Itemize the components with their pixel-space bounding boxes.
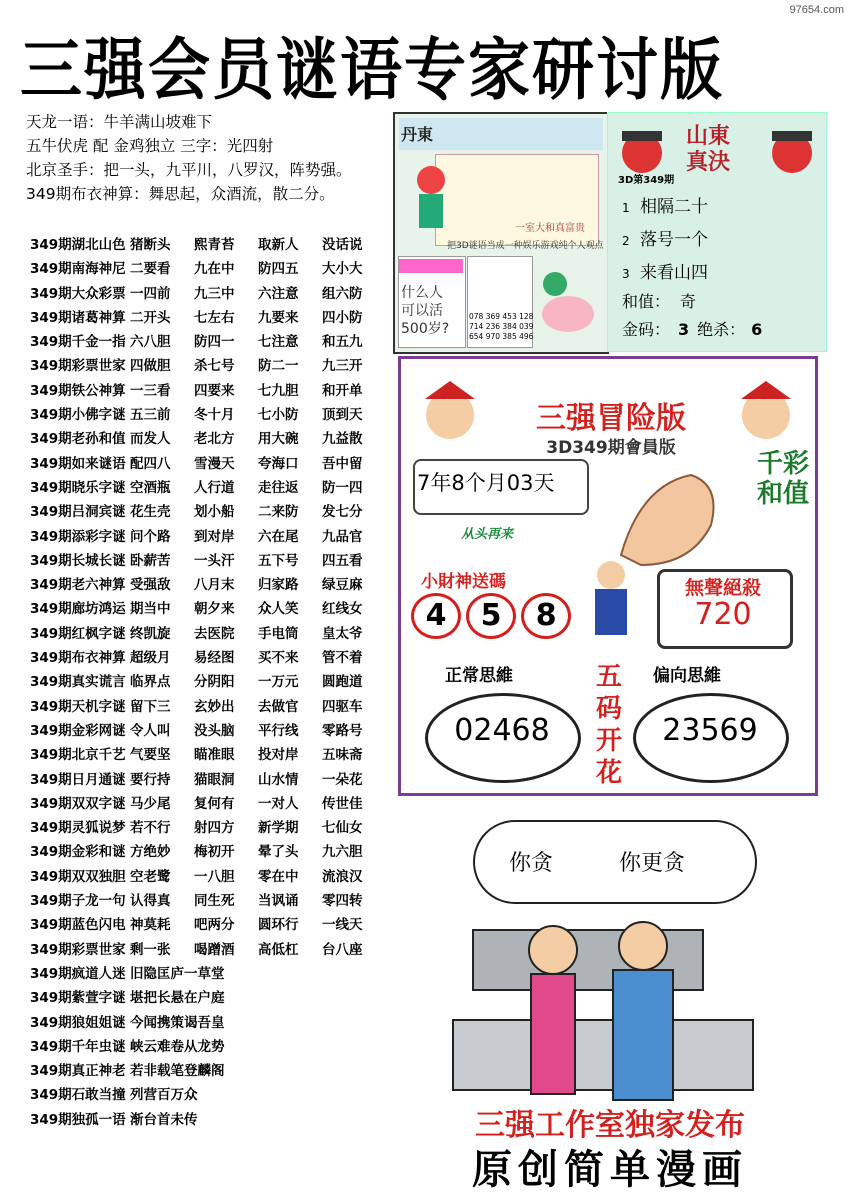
riddle-text: 7年8个月03天 (417, 471, 555, 495)
clue-source: 349期狼姐姐谜 (30, 1014, 126, 1031)
clue-text: 列营百万众 (130, 1087, 198, 1104)
clue-row (30, 719, 390, 743)
clue-text: 皇太爷 (322, 625, 363, 642)
clue-row (30, 865, 390, 889)
clue-text: 一万元 (258, 674, 299, 691)
clue-text: 五味斋 (322, 747, 363, 764)
clue-source: 349期日月通谜 (30, 771, 126, 788)
clue-text: 大小大 (322, 261, 363, 278)
clue-text: 七小防 (258, 407, 299, 424)
clue-row (30, 597, 390, 621)
watermark: 97654.com (789, 4, 844, 16)
clue-source: 349期真实谎言 (30, 674, 126, 691)
adventure-subtitle: 3D349期會員版 (546, 438, 676, 458)
panel-note: 把3D谜语当成一种娱乐游戏纯个人观点 (447, 241, 604, 251)
clue-text: 神莫耗 (130, 917, 171, 934)
clue-text: 认得真 (130, 893, 171, 910)
clue-source: 349期长城长谜 (30, 552, 126, 569)
clue-row-long (30, 1035, 390, 1059)
clue-text: 流浪汉 (322, 868, 363, 885)
clue-text: 若不行 (130, 820, 171, 837)
clue-row (30, 913, 390, 937)
clue-source: 349期南海神尼 (30, 261, 126, 278)
clue-text: 梅初开 (194, 844, 235, 861)
clue-text: 顶到天 (322, 407, 363, 424)
clue-text: 花生壳 (130, 504, 171, 521)
intro-block (26, 110, 391, 206)
clue-row-long (30, 1083, 390, 1107)
bias-label: 偏向思維 (653, 666, 721, 686)
clue-text: 玄妙出 (194, 698, 235, 715)
clue-text: 杀七号 (194, 358, 235, 375)
clue-text: 手电筒 (258, 625, 299, 642)
clue-text: 卧薪苦 (130, 552, 171, 569)
clue-row (30, 768, 390, 792)
clue-text: 四五看 (322, 552, 363, 569)
clue-text: 要行持 (130, 771, 171, 788)
clue-source: 349期蓝色闪电 (30, 917, 126, 934)
clue-text: 投对岸 (258, 747, 299, 764)
kill-value: 720 (694, 597, 752, 632)
shandong-panel (607, 112, 827, 352)
clue-text: 防一四 (322, 479, 363, 496)
clue-text: 超级月 (130, 650, 171, 667)
clue-text: 九三中 (194, 285, 235, 302)
clue-row (30, 500, 390, 524)
clue-text: 一八胆 (194, 868, 235, 885)
clue-text: 期当中 (130, 601, 171, 618)
clue-row (30, 306, 390, 330)
clue-text: 防四五 (258, 261, 299, 278)
clue-text: 若非载笔登麟阁 (130, 1063, 225, 1080)
clue-text: 一三看 (130, 382, 171, 399)
adventure-title: 三强冒险版 (536, 401, 686, 436)
clue-text: 买不来 (258, 650, 299, 667)
clue-source: 349期廊坊鸿运 (30, 601, 126, 618)
intro-line: 五牛伏虎 配 金鸡独立 三字：光四射 (26, 137, 274, 155)
clue-row (30, 889, 390, 913)
clue-source: 349期添彩字谜 (30, 528, 126, 545)
clue-text: 老北方 (194, 431, 235, 448)
clue-text: 九在中 (194, 261, 235, 278)
clue-row-long (30, 986, 390, 1010)
clue-text: 用大碗 (258, 431, 299, 448)
clue-text: 台八座 (322, 941, 363, 958)
clue-text: 六八胆 (130, 334, 171, 351)
clue-source: 349期红枫字谜 (30, 625, 126, 642)
clue-row (30, 452, 390, 476)
clue-row (30, 330, 390, 354)
clue-row-long (30, 1011, 390, 1035)
panel-caption: 一室大和真富贵 (515, 223, 585, 234)
clue-text: 四要来 (194, 382, 235, 399)
clue-text: 瞄准眼 (194, 747, 235, 764)
clue-text: 冬十月 (194, 407, 235, 424)
clue-row (30, 840, 390, 864)
clue-text: 八月末 (194, 577, 235, 594)
clue-text: 受强敌 (130, 577, 171, 594)
clue-row (30, 525, 390, 549)
clue-text: 取新人 (258, 237, 299, 253)
clue-source: 349期布衣神算 (30, 650, 126, 667)
clue-text: 七仙女 (322, 820, 363, 837)
clue-text: 山水情 (258, 771, 299, 788)
clue-text: 新学期 (258, 820, 299, 837)
clue-text: 复何有 (194, 795, 235, 812)
clue-text: 一四前 (130, 285, 171, 302)
clue-row (30, 816, 390, 840)
clue-text: 人行道 (194, 479, 235, 496)
clue-text: 一线天 (322, 917, 363, 934)
clue-row (30, 379, 390, 403)
clue-text: 零在中 (258, 868, 299, 885)
clue-text: 九六胆 (322, 844, 363, 861)
clue-text: 空老鹭 (130, 868, 171, 885)
clue-source: 349期晓乐字谜 (30, 479, 126, 496)
dandong-panel (393, 112, 609, 354)
clue-text: 防二一 (258, 358, 299, 375)
clue-text: 一头汗 (194, 552, 235, 569)
clue-text: 圆跑道 (322, 674, 363, 691)
clue-text: 方绝妙 (130, 844, 171, 861)
clue-text: 五三前 (130, 407, 171, 424)
clue-text: 留下三 (130, 698, 171, 715)
sum-line: 和值： 奇 (622, 292, 697, 311)
clue-text: 圆环行 (258, 917, 299, 934)
clue-text: 一对人 (258, 795, 299, 812)
footer-text: 原创简单漫画 (472, 1146, 748, 1193)
clue-source: 349期铁公神算 (30, 382, 126, 399)
intro-line: 北京圣手：把一头，九平川，八罗汉，阵势强。 (26, 161, 352, 179)
intro-line: 349期布衣神算：舞思起，众酒流，散二分。 (26, 185, 335, 203)
intro-line: 天龙一语：牛羊满山坡难下 (26, 113, 213, 131)
clue-text: 易经图 (194, 650, 235, 667)
clue-text: 六注意 (258, 285, 299, 302)
normal-value: 02468 (454, 713, 550, 748)
clue-source: 349期双双字谜 (30, 795, 126, 812)
clue-text: 绿豆麻 (322, 577, 363, 594)
clue-text: 划小船 (194, 504, 235, 521)
clue-text: 猪断头 (130, 237, 171, 253)
clue-row (30, 354, 390, 378)
clue-text: 零四转 (322, 893, 363, 910)
tip-list: 1 相隔二十 2 落号一个 3 来看山四 (622, 197, 708, 283)
clue-source: 349期诸葛神算 (30, 309, 126, 326)
banner-text: 三强工作室独家发布 (475, 1108, 745, 1143)
clue-row (30, 646, 390, 670)
clue-row (30, 549, 390, 573)
clue-text: 气要坚 (130, 747, 171, 764)
clue-text: 临界点 (130, 674, 171, 691)
clue-source: 349期双双独胆 (30, 868, 126, 885)
clue-text: 喝蹭酒 (194, 941, 235, 958)
clue-text: 吧两分 (194, 917, 235, 934)
riddle-sub: 从头再来 (461, 527, 514, 542)
clue-row-long (30, 1108, 390, 1132)
clue-text: 众人笑 (258, 601, 299, 618)
clue-source: 349期天机字谜 (30, 698, 126, 715)
clue-text: 二来防 (258, 504, 299, 521)
clue-text: 七注意 (258, 334, 299, 351)
clue-text: 旧隐匡庐一草堂 (130, 965, 225, 982)
clue-text: 和开单 (322, 382, 363, 399)
clue-text: 峡云难卷从龙势 (130, 1038, 225, 1055)
clue-text: 同生死 (194, 893, 235, 910)
clue-row-long (30, 1059, 390, 1083)
clue-text: 朝夕来 (194, 601, 235, 618)
clue-text: 四做胆 (130, 358, 171, 375)
clue-source: 349期千金一指 (30, 334, 126, 351)
clue-row (30, 403, 390, 427)
clue-source: 349期灵狐说梦 (30, 820, 126, 837)
clue-text: 管不着 (322, 650, 363, 667)
clue-text: 分阴阳 (194, 674, 235, 691)
clue-source: 349期老孙和值 (30, 431, 126, 448)
god-right-icon (731, 377, 801, 447)
clue-row (30, 257, 390, 281)
clue-text: 堪把长悬在户庭 (130, 990, 225, 1007)
clue-row-long (30, 962, 390, 986)
clue-text: 和五九 (322, 334, 363, 351)
clue-text: 九要来 (258, 309, 299, 326)
clue-text: 平行线 (258, 722, 299, 739)
clue-text: 渐台首未传 (130, 1111, 198, 1128)
clue-source: 349期如来谜语 (30, 455, 126, 472)
clue-text: 七左右 (194, 309, 235, 326)
clue-source: 349期金彩网谜 (30, 722, 126, 739)
clue-text: 夸海口 (258, 455, 299, 472)
number-grid: 078 369 453 128 714 236 384 039 654 970 385 496 (469, 312, 534, 341)
clue-text: 二开头 (130, 309, 171, 326)
clue-source: 349期吕洞宾谜 (30, 504, 126, 521)
normal-label: 正常思維 (445, 666, 513, 686)
clue-row (30, 427, 390, 451)
clue-row (30, 282, 390, 306)
speech-b: 你更贪 (619, 851, 686, 876)
clue-text: 晕了头 (258, 844, 299, 861)
panel2-title-b: 真決 (686, 150, 731, 175)
clue-text: 射四方 (194, 820, 235, 837)
clue-text: 没头脑 (194, 722, 235, 739)
speech-a: 你贪 (509, 851, 554, 876)
clue-source: 349期独孤一语 (30, 1111, 126, 1128)
clue-text: 高低杠 (258, 941, 299, 958)
clue-row (30, 792, 390, 816)
clue-source: 349期小佛字谜 (30, 407, 126, 424)
clue-row (30, 233, 390, 257)
adventure-panel (398, 356, 818, 796)
clue-row (30, 670, 390, 694)
clue-text: 走往返 (258, 479, 299, 496)
clue-text: 零路号 (322, 722, 363, 739)
clue-text: 九三开 (322, 358, 363, 375)
clue-source: 349期千年虫谜 (30, 1038, 126, 1055)
clue-text: 四驱车 (322, 698, 363, 715)
clue-text: 组六防 (322, 285, 363, 302)
clue-row (30, 573, 390, 597)
panel-brand: 丹東 (401, 125, 434, 144)
clue-text: 去做官 (258, 698, 299, 715)
clue-text: 令人叫 (130, 722, 171, 739)
clue-text: 七九胆 (258, 382, 299, 399)
clue-text: 雪漫天 (194, 455, 235, 472)
clue-source: 349期彩票世家 (30, 941, 126, 958)
panel2-title-a: 山東 (686, 124, 731, 149)
clue-row (30, 938, 390, 962)
clue-text: 防四一 (194, 334, 235, 351)
issue-label: 3D第349期 (618, 175, 675, 186)
clue-text: 九品官 (322, 528, 363, 545)
clue-text: 配四八 (130, 455, 171, 472)
clue-text: 猫眼洞 (194, 771, 235, 788)
clue-text: 空酒瓶 (130, 479, 171, 496)
clue-source: 349期疯道人迷 (30, 965, 126, 982)
clue-text: 而发人 (130, 431, 171, 448)
clue-text: 发七分 (322, 504, 363, 521)
clue-source: 349期彩票世家 (30, 358, 126, 375)
clue-text: 去医院 (194, 625, 235, 642)
clue-text: 没话说 (322, 237, 363, 253)
kill-title: 無聲絕殺 (684, 577, 761, 599)
clue-text: 归家路 (258, 577, 299, 594)
bias-value: 23569 (662, 713, 758, 748)
page-title: 三强会员谜语专家研讨版 (20, 30, 725, 110)
illustration (401, 158, 461, 238)
clue-text: 一朵花 (322, 771, 363, 788)
clue-text: 到对岸 (194, 528, 235, 545)
clue-source: 349期金彩和谜 (30, 844, 126, 861)
clue-row (30, 695, 390, 719)
clue-text: 传世佳 (322, 795, 363, 812)
clue-text: 马少尾 (130, 795, 171, 812)
clue-text: 六在尾 (258, 528, 299, 545)
clue-text: 剩一张 (130, 941, 171, 958)
clue-list (30, 233, 390, 1132)
clue-text: 今闻携策谒吾皇 (130, 1014, 225, 1031)
clue-source: 349期湖北山色 (30, 237, 126, 253)
clue-source: 349期石敢当撞 (30, 1087, 126, 1104)
warrior-icon (581, 555, 641, 645)
side-text: 千彩和值 (756, 449, 809, 509)
clue-source: 349期大众彩票 (30, 285, 126, 302)
clue-text: 吾中留 (322, 455, 363, 472)
ask-text: 什么人 可以活 500岁? (401, 285, 450, 337)
clue-row (30, 743, 390, 767)
pig-illustration (535, 264, 601, 344)
clue-source: 349期子龙一句 (30, 893, 126, 910)
clue-text: 五下号 (258, 552, 299, 569)
clue-text: 当讽诵 (258, 893, 299, 910)
mid-label: 五码开花 (595, 662, 622, 788)
clue-text: 二要看 (130, 261, 171, 278)
clue-text: 问个路 (130, 528, 171, 545)
digit-group: 4 5 8 (411, 593, 571, 639)
clue-text: 熙青苔 (194, 237, 235, 253)
clue-source: 349期紫萱字谜 (30, 990, 126, 1007)
clue-text: 红线女 (322, 601, 363, 618)
clue-source: 349期北京千艺 (30, 747, 126, 764)
god-left-icon (415, 377, 485, 447)
clue-source: 349期真正神老 (30, 1063, 126, 1080)
caishen-label: 小財神送碼 (421, 572, 506, 592)
clue-source: 349期老六神算 (30, 577, 126, 594)
figure-right-icon (762, 123, 822, 183)
clue-text: 终凯旋 (130, 625, 171, 642)
gold-line: 金码： 3 绝杀： 6 (622, 320, 763, 339)
clue-text: 九益散 (322, 431, 363, 448)
cartoon-panel (393, 800, 823, 1200)
clue-row (30, 476, 390, 500)
clue-text: 四小防 (322, 309, 363, 326)
clue-row (30, 622, 390, 646)
